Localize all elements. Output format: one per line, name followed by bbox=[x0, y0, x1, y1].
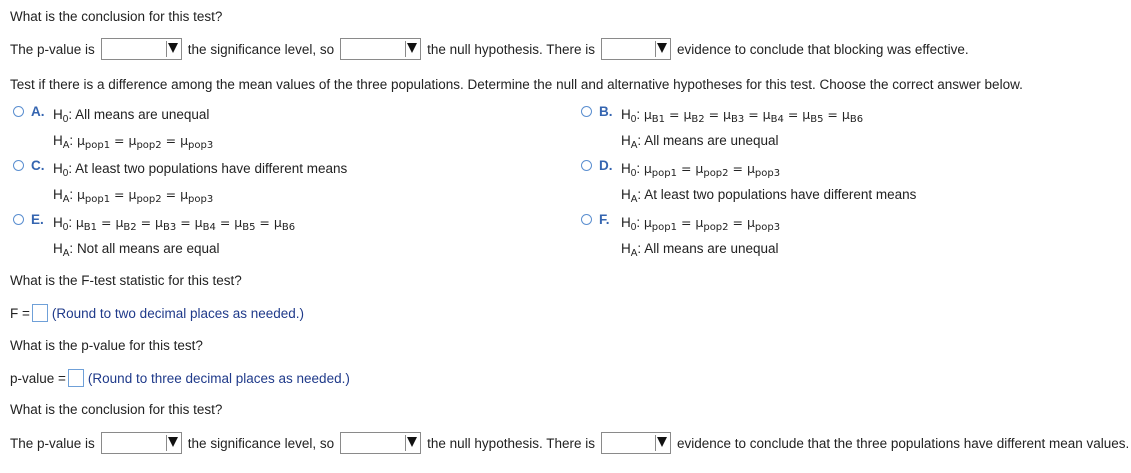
chevron-down-icon bbox=[407, 437, 417, 447]
chevron-down-icon bbox=[407, 43, 417, 53]
chevron-down-icon bbox=[168, 437, 178, 447]
radio-button[interactable] bbox=[581, 160, 592, 171]
evidence-text: evidence to conclude that blocking was effective. bbox=[677, 41, 969, 57]
chevron-down-icon bbox=[657, 43, 667, 53]
pvalue-comparison-dropdown-2[interactable] bbox=[101, 432, 182, 454]
conclusion-question-2: What is the conclusion for this test? bbox=[10, 402, 223, 417]
h0-label: $H_0$ bbox=[621, 107, 637, 125]
pvalue-comparison-dropdown-1[interactable] bbox=[101, 38, 182, 60]
pvalue-row bbox=[10, 367, 350, 389]
ha-label: $H_A$ bbox=[53, 241, 70, 259]
ha-label: $H_A$ bbox=[53, 187, 70, 205]
pvalue-text: The p-value is bbox=[10, 435, 95, 451]
radio-button[interactable] bbox=[581, 106, 592, 117]
ha-label: $H_A$ bbox=[621, 187, 638, 205]
null-decision-dropdown-1[interactable] bbox=[340, 38, 421, 60]
pvalue-input[interactable] bbox=[68, 369, 84, 387]
pvalue-label: p-value = bbox=[10, 370, 66, 386]
option-d[interactable]: D. $H_0$: $\mu_{pop1} = \mu_{pop2} = \mu_{pop3}$ $H_A$: At least two populations have different means bbox=[581, 158, 916, 210]
evidence-text: evidence to conclude that the three populations have different mean values. bbox=[677, 435, 1130, 451]
conclusion-sentence-1 bbox=[10, 38, 969, 60]
option-e[interactable]: E. $H_0$: $\mu_{B1} = \mu_{B2} = \mu_{B3} = \mu_{B4} = \mu_{B5} = \mu_{B6}$ $H_A$: Not all means are equal bbox=[13, 212, 295, 264]
null-hypothesis-text: the null hypothesis. There is bbox=[427, 435, 595, 451]
option-b[interactable]: B. $H_0$: $\mu_{B1} = \mu_{B2} = \mu_{B3} = \mu_{B4} = \mu_{B5} = \mu_{B6}$ $H_A$: All means are unequal bbox=[581, 104, 863, 156]
radio-button[interactable] bbox=[581, 214, 592, 225]
h0-label: $H_0$ bbox=[53, 215, 69, 233]
option-f[interactable]: F. $H_0$: $\mu_{pop1} = \mu_{pop2} = \mu_{pop3}$ $H_A$: All means are unequal bbox=[581, 212, 780, 264]
pvalue-question: What is the p-value for this test? bbox=[10, 338, 203, 353]
pvalue-text: The p-value is bbox=[10, 41, 95, 57]
option-c[interactable]: C. $H_0$: At least two populations have different means $H_A$: $\mu_{pop1} = \mu_{pop2} = \mu_{pop3}$ bbox=[13, 158, 347, 210]
f-statistic-input[interactable] bbox=[32, 304, 48, 322]
ha-label: $H_A$ bbox=[621, 241, 638, 259]
f-statistic-question: What is the F-test statistic for this test? bbox=[10, 273, 242, 288]
h0-label: $H_0$ bbox=[621, 215, 637, 233]
f-round-hint: (Round to two decimal places as needed.) bbox=[51, 305, 305, 321]
h0-label: $H_0$ bbox=[53, 107, 69, 125]
significance-text: the significance level, so bbox=[187, 435, 335, 451]
null-hypothesis-text: the null hypothesis. There is bbox=[427, 41, 595, 57]
significance-text: the significance level, so bbox=[187, 41, 335, 57]
chevron-down-icon bbox=[657, 437, 667, 447]
null-decision-dropdown-2[interactable] bbox=[340, 432, 421, 454]
pvalue-round-hint: (Round to three decimal places as needed.) bbox=[87, 370, 350, 386]
radio-button[interactable] bbox=[13, 214, 24, 225]
h0-label: $H_0$ bbox=[621, 161, 637, 179]
ha-label: $H_A$ bbox=[53, 133, 70, 151]
evidence-dropdown-1[interactable] bbox=[601, 38, 671, 60]
option-a[interactable]: A. $H_0$: All means are unequal $H_A$: $\mu_{pop1} = \mu_{pop2} = \mu_{pop3}$ bbox=[13, 104, 213, 156]
radio-button[interactable] bbox=[13, 106, 24, 117]
ha-label: $H_A$ bbox=[621, 133, 638, 151]
h0-label: $H_0$ bbox=[53, 161, 69, 179]
evidence-dropdown-2[interactable] bbox=[601, 432, 671, 454]
radio-button[interactable] bbox=[13, 160, 24, 171]
chevron-down-icon bbox=[168, 43, 178, 53]
conclusion-question-1: What is the conclusion for this test? bbox=[10, 9, 223, 24]
f-statistic-row bbox=[10, 302, 304, 324]
f-label: F = bbox=[10, 305, 30, 321]
hypotheses-instruction: Test if there is a difference among the mean values of the three populations. Determine the null and alternative hypotheses for this test. Choose the correct answer below. bbox=[10, 77, 1023, 92]
conclusion-sentence-2 bbox=[10, 432, 1129, 454]
